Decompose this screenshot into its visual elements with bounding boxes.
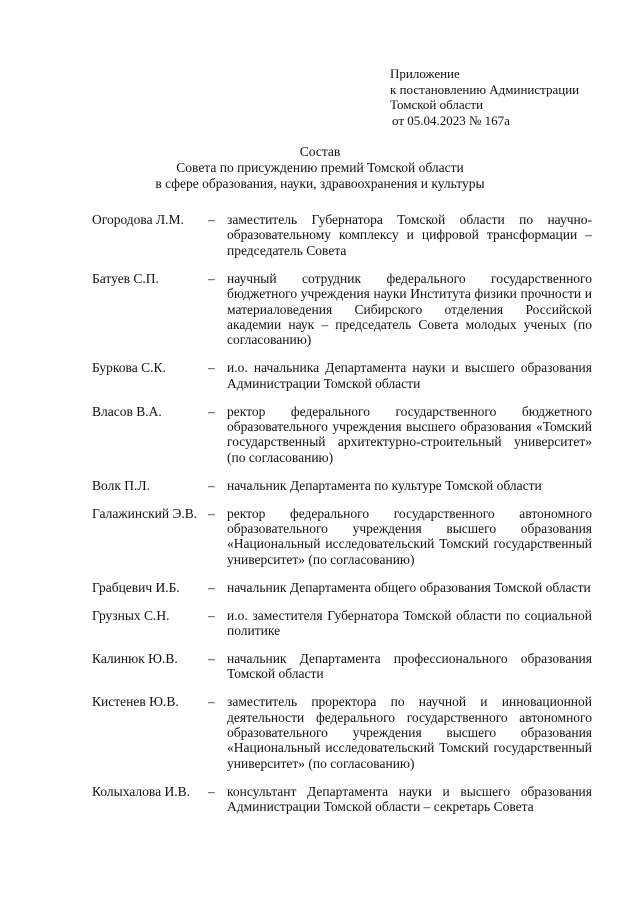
member-role: начальник Департамента по культуре Томской области [227,477,542,493]
member-role: начальник Департамента профессионального образования Томской области [227,650,592,682]
member-row [92,478,592,493]
appendix-line-1: Приложение [390,66,460,81]
member-dash: – [208,579,215,595]
member-dash: – [208,505,215,521]
member-name: Калинюк Ю.В. [92,650,178,666]
member-row [92,694,592,771]
member-name: Волк П.Л. [92,477,150,493]
member-row [92,784,592,815]
member-dash: – [208,360,215,376]
title-line-2: Совета по присуждению премий Томской области [176,160,464,175]
member-role: консультант Департамента науки и высшего образования Администрации Томской области – секретарь Совета [227,783,592,815]
member-dash: – [208,403,215,419]
member-role: начальник Департамента общего образования Томской области [227,579,591,595]
member-name: Власов В.А. [92,403,162,419]
member-name: Колыхалова И.В. [92,783,190,799]
member-row [92,404,592,466]
member-role: научный сотрудник федерального государственного бюджетного учреждения науки Института физики прочности и материаловедения Сибирского отделения Российской академии наук – председатель Совета молодых ученых (по согласованию) [227,270,592,348]
member-row [92,580,592,595]
appendix-date: от 05.04.2023 № 167а [392,112,510,128]
member-role: и.о. начальника Департамента науки и высшего образования Администрации Томской области [227,360,592,391]
member-name: Буркова С.К. [92,360,166,376]
member-role: ректор федерального государственного автономного образовательного учреждения высшего образования «Национальный исследовательский Томский государственный университет» (по согласованию) [227,505,592,567]
member-dash: – [208,783,215,799]
member-role: заместитель проректора по научной и инновационной деятельности федерального государственного автономного образовательного учреждения высшего образования «Национальный исследовательский Томский государственный университет» (по согласованию) [227,694,592,771]
appendix-line-2: к постановлению Администрации [390,81,580,97]
members-list [92,212,592,827]
title-line-1: Состав [299,144,341,159]
title-line-3: в сфере образования, науки, здравоохранения и культуры [155,176,485,191]
member-row [92,506,592,568]
member-name: Галажинский Э.В. [92,505,198,521]
member-dash: – [208,694,215,710]
member-row [92,651,592,682]
member-dash: – [208,650,215,666]
member-name: Грузных С.Н. [92,607,170,623]
member-role: заместитель Губернатора Томской области по научно-образовательному комплексу и цифровой трансформации – председатель Совета [227,212,592,258]
document-title [0,144,640,192]
member-dash: – [208,270,215,286]
member-dash: – [208,477,215,493]
member-name: Огородова Л.М. [92,212,184,227]
member-row [92,271,592,348]
member-name: Грабцевич И.Б. [92,579,180,595]
member-name: Кистенев Ю.В. [92,694,179,710]
member-row [92,608,592,639]
member-name: Батуев С.П. [92,270,159,286]
member-dash: – [208,607,215,623]
appendix-header [390,66,579,128]
member-role: ректор федерального государственного бюджетного образовательного учреждения высшего образования «Томский государственный архитектурно-строительный университет» (по согласованию) [227,403,592,465]
member-role: и.о. заместителя Губернатора Томской области по социальной политике [227,607,592,639]
member-row [92,212,592,258]
member-dash: – [208,212,215,227]
appendix-line-3: Томской области [390,97,484,112]
member-row [92,360,592,391]
